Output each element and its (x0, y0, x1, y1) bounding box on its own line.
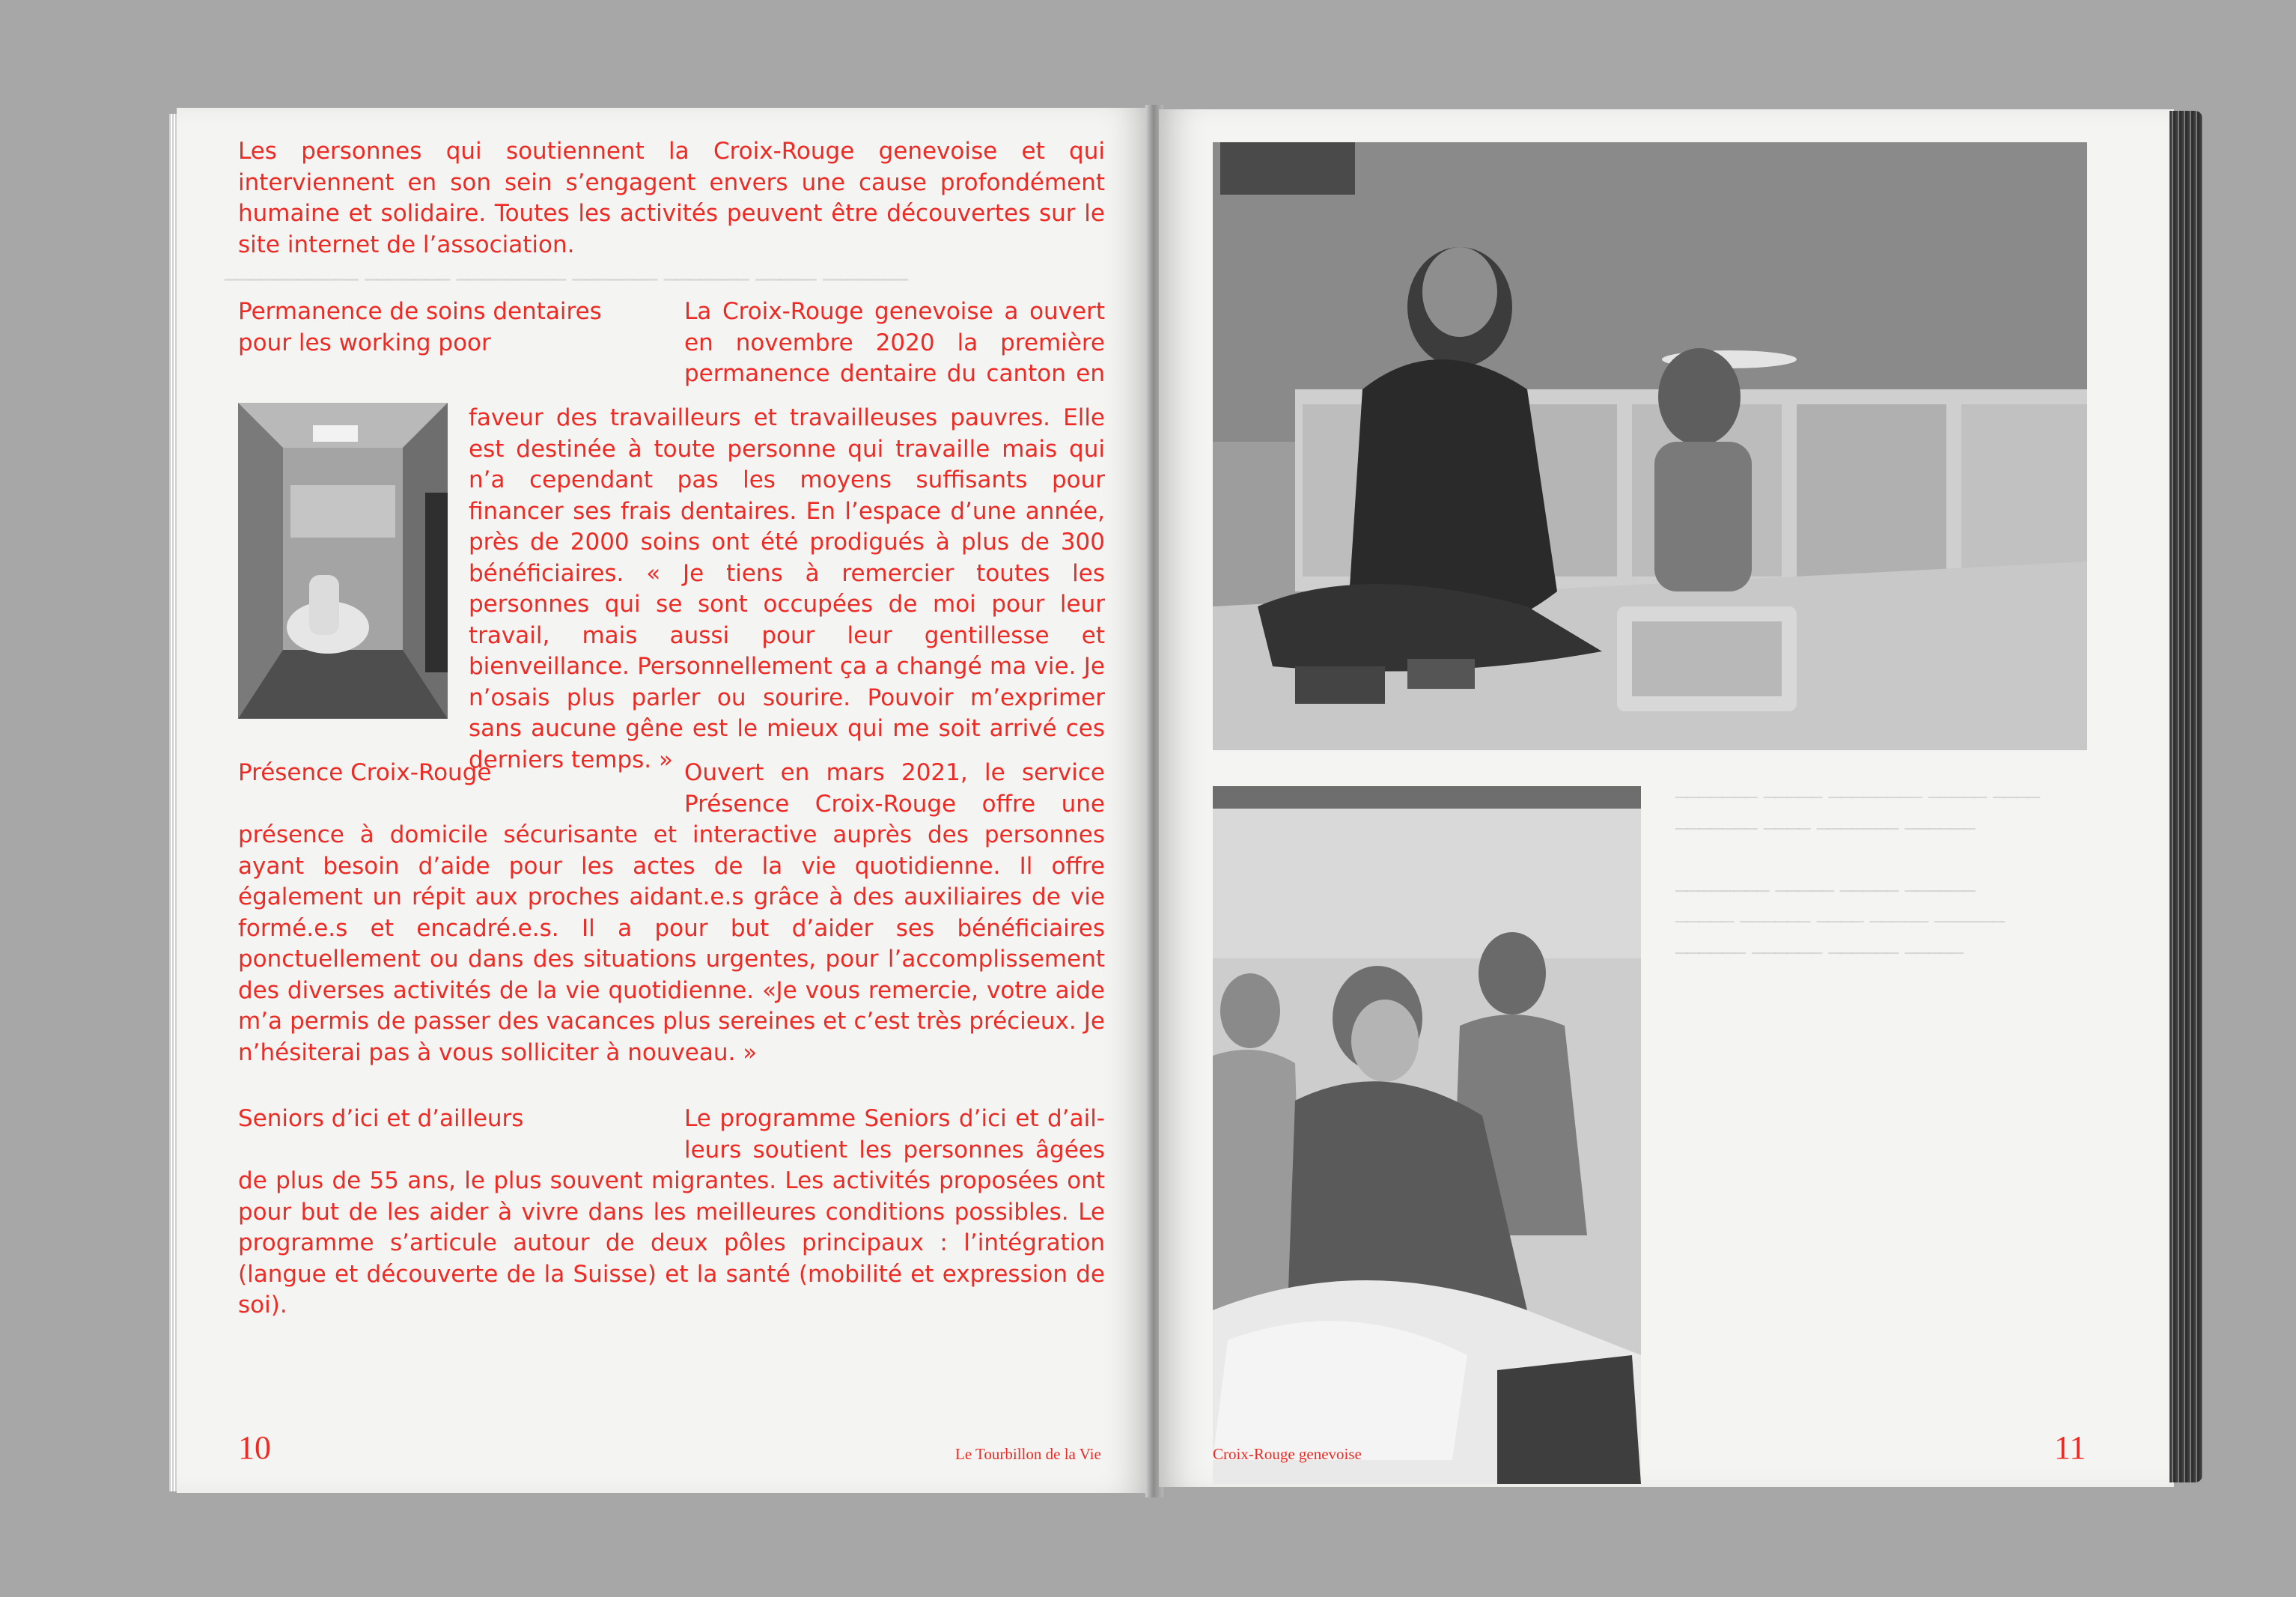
heading-line: Seniors d’ici et d’ailleurs (238, 1105, 524, 1132)
section-intro-dental (684, 296, 1105, 390)
dental-clinic-image (238, 403, 448, 719)
section-heading-presence (238, 758, 491, 789)
section-body-seniors: de plus de 55 ans, le plus souvent migrantes. Les activités proposées ont pour but de les aider à vivre dans les meilleures conditions possibles. Le programme s’articule autour de deux pôles principaux : l’intégration (langue et découverte de la Suisse) et la santé (mobilité et expression de soi). (238, 1167, 1105, 1318)
text-line: La Croix-Rouge genevoise a ouvert (684, 298, 1105, 325)
woman-child-image (1213, 142, 2087, 750)
section-body-dental: faveur des travailleurs et travailleuses pauvres. Elle est destinée à toute personne qui travaille mais qui n’a cependant pas les moyens suffisants pour financer ses frais dentaires. En l’espace d’une année, près de 2000 soins ont été prodigués à plus de 300 bénéficiaires. « Je tiens à remercier toutes les personnes qui se sont occupées de moi pour leur travail, mais aussi pour leur gentillesse et bienveillance. Personnellement ça a changé ma vie. Je n’osais plus parler ou sourire. Pouvoir m’exprimer sans aucune gêne est le mieux qui me soit arrivé ces derniers temps. » (469, 404, 1105, 773)
section-intro-seniors (684, 1104, 1105, 1166)
heading-line: pour les working poor (238, 329, 491, 356)
photo-group-workshop (1213, 786, 1641, 1484)
section-intro-presence (684, 758, 1105, 820)
heading-line: Présence Croix-Rouge (238, 759, 492, 786)
text-line: Ouvert en mars 2021, le service (684, 759, 1105, 786)
intro-paragraph: Les personnes qui soutiennent la Croix-Rouge genevoise et qui interviennent en son sein s’engagent envers une cause profondément humaine et solidaire. Toutes les activités peuvent être découvertes sur le site internet de l’association. (238, 138, 1105, 258)
show-through-text: ─────────── ─────── ───────── ─────── ─────── ───── ─────── (225, 269, 909, 292)
right-page (1159, 109, 2174, 1487)
photo-woman-child-playing (1213, 142, 2087, 750)
text-line: Présence Croix-Rouge offre une (684, 790, 1105, 818)
heading-line: Permanence de soins dentaires (238, 298, 602, 325)
running-title-right: Croix-Rouge genevoise (1213, 1445, 1362, 1463)
text-line: en novembre 2020 la première (684, 329, 1105, 356)
group-workshop-image (1213, 786, 1641, 1484)
page-number-right: 11 (2054, 1429, 2086, 1466)
text-line: leurs soutient les personnes âgées (684, 1136, 1105, 1163)
show-through-text: ─────── ───── ──────── ───── ──── ─────── ──── ─────── ────── ──────── ───── ───── ────── ───── ────── ──── ───── ────── ────── ────── ────── ───── (1675, 787, 2041, 965)
text-line: Le programme Seniors d’ici et d’ail- (684, 1105, 1105, 1132)
section-heading-seniors (238, 1104, 523, 1135)
section-heading-dental (238, 296, 602, 359)
dental-clinic-photo (238, 403, 448, 719)
left-page (177, 108, 1150, 1493)
section-body-presence: présence à domicile sécurisante et interactive auprès des personnes ayant besoin d’aide pour les actes de la vie quotidienne. Il offre également un répit aux proches aidant.e.s grâce à des auxiliaires de vie formé.e.s et encadré.e.s. Il a pour but d’aider ses bénéficiaires ponctuellement ou dans des situations urgentes, pour l’accomplissement des diverses activités de la vie quotidienne. «Je vous remercie, votre aide m’a permis de passer des vacances plus sereines et c’est très précieux. Je n’hésiterai pas à vous solliciter à nouveau. » (238, 821, 1105, 1066)
page-number-left: 10 (238, 1429, 271, 1466)
text-line: permanence dentaire du canton en (684, 360, 1105, 387)
right-page-edge (2169, 111, 2202, 1482)
running-title-left: Le Tourbillon de la Vie (955, 1445, 1101, 1463)
